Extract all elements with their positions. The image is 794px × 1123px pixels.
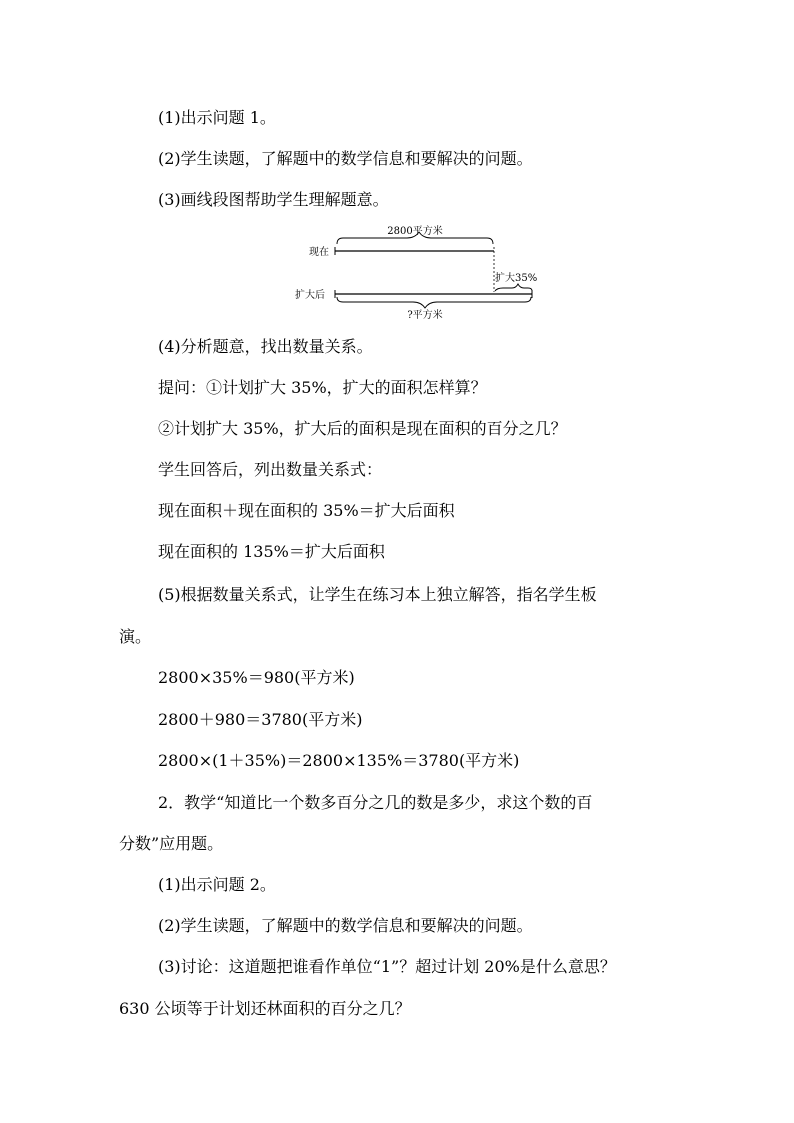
increase-label: 扩大35% [495, 273, 538, 284]
step-1-text: (1)出示问题 1。 [158, 108, 276, 127]
problem-2-step-1: (1)出示问题 2。 [158, 875, 276, 894]
section-2-heading: 2．教学“知道比一个数多百分之几的数是多少，求这个数的百 [158, 793, 593, 812]
question-1-text: 提问：①计划扩大 35%，扩大的面积怎样算？ [158, 378, 487, 397]
row-2-label: 扩大后 [295, 290, 325, 301]
equation-2: 2800＋980＝3780(平方米) [158, 710, 363, 729]
increase-brace [495, 284, 532, 291]
step-4-text: (4)分析题意，找出数量关系。 [158, 337, 373, 356]
step-5-text: (5)根据数量关系式，让学生在练习本上独立解答，指名学生板 [158, 585, 597, 604]
row-1-label: 现在 [309, 247, 329, 258]
bottom-label: ?平方米 [407, 310, 443, 321]
relation-1-text: 现在面积＋现在面积的 35%＝扩大后面积 [158, 501, 455, 520]
section-2-heading-continued: 分数”应用题。 [119, 834, 224, 853]
problem-2-step-2: (2)学生读题，了解题中的数学信息和要解决的问题。 [158, 916, 533, 935]
step-3-text: (3)画线段图帮助学生理解题意。 [158, 190, 389, 209]
top-label: 2800平方米 [387, 226, 443, 237]
equation-3: 2800×(1＋35%)＝2800×135%＝3780(平方米) [158, 751, 520, 770]
problem-2-step-3-continued: 630 公顷等于计划还林面积的百分之几？ [119, 999, 411, 1018]
bottom-brace [337, 297, 531, 308]
student-answer-text: 学生回答后，列出数量关系式： [158, 460, 383, 479]
equation-1: 2800×35%＝980(平方米) [158, 668, 355, 687]
relation-2-text: 现在面积的 135%＝扩大后面积 [158, 542, 385, 561]
line-segment-diagram [285, 218, 555, 322]
question-2-text: ②计划扩大 35%，扩大后的面积是现在面积的百分之几？ [158, 419, 567, 438]
step-5-continued: 演。 [119, 627, 152, 646]
problem-2-step-3: (3)讨论：这道题把谁看作单位“1”？超过计划 20%是什么意思？ [158, 957, 616, 976]
step-2-text: (2)学生读题，了解题中的数学信息和要解决的问题。 [158, 149, 533, 168]
